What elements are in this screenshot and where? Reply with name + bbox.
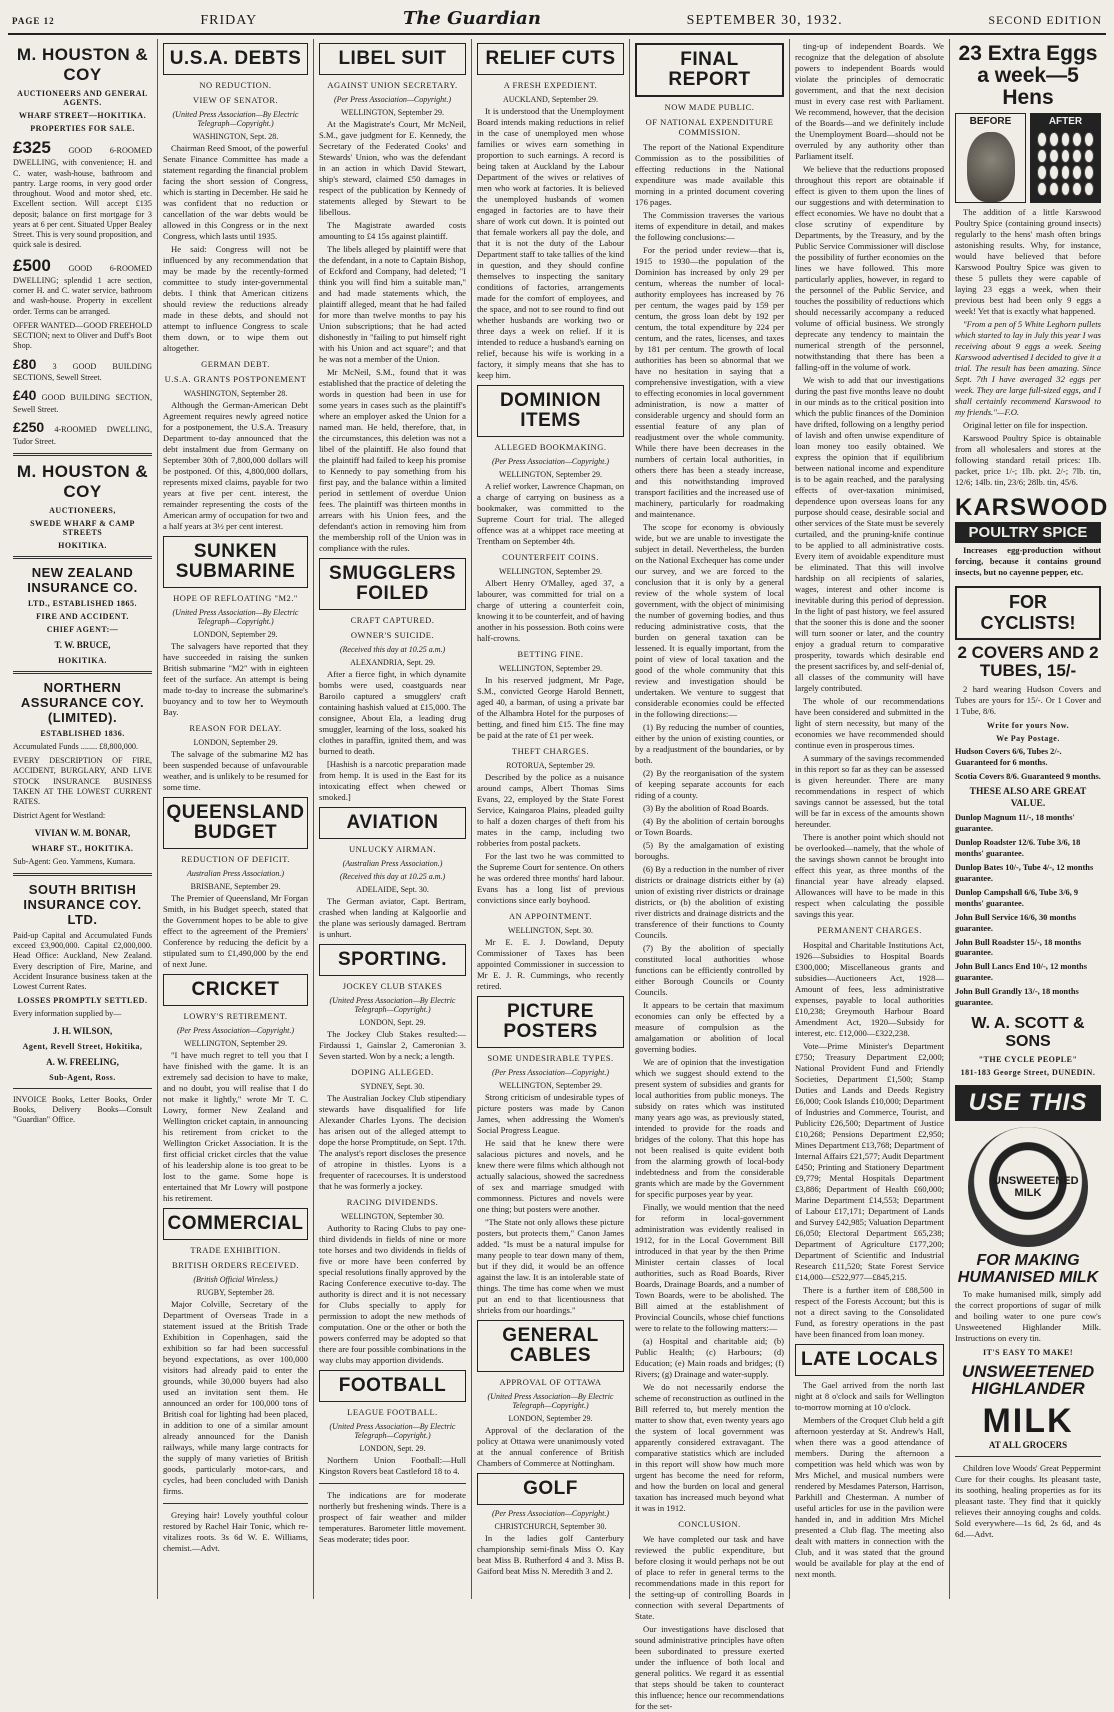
property-listing: £80 3 GOOD BUILDING SECTIONS, Sewell Street. xyxy=(13,355,152,382)
peppermint-cure-advert: Children love Woods' Great Peppermint Cure for their coughs. Its pleasant taste, its soothing, healing properties as for its pleasant taste. They find that it quickly relieves their annoying coughs and colds. Sold everywhere—1s 6d, 2s 6d, and 4s 6d.—Advt. xyxy=(955,1463,1101,1540)
divider xyxy=(319,1483,466,1484)
karswood-testimonial: "From a pen of 5 White Leghorn pullets which started to lay in July this year I was receiving about 9 eggs a week. Seeing Karswood advertised I decided to give it a trial. The result has been amazing. Since Sept. 7th I have averaged 32 eggs per week. They are large full-sized eggs, and I shall certainly recommend Karswood to my friends."—F.O. xyxy=(955,319,1101,418)
tyre-price-heading: THESE ALSO ARE GREAT VALUE. xyxy=(969,786,1087,809)
article-paragraph: A summary of the savings recommended in this report so far as they can be assessed is given hereunder. There are many recommendations in respect of which savings cannot be assessed, but the total will be far in excess of the amounts shown hereunder. xyxy=(795,753,944,829)
column-6 xyxy=(790,39,950,1599)
headline-libel-suit: LIBEL SUIT xyxy=(319,43,466,75)
wilson-name: J. H. WILSON, xyxy=(52,1025,113,1036)
district-agent-label: District Agent for Westland: xyxy=(13,811,106,821)
tyre-price: John Bull Service 16/6, 30 months guarantee. xyxy=(955,912,1076,933)
divider xyxy=(13,453,152,456)
houston-address-2: SWEDE WHARF & CAMP STREETS xyxy=(30,518,135,537)
article-paragraph: He said that he knew there were salacious pictures and novels, and he knew there were films which although not actually salacious, showed the sacredness of sex and marriage smudged with commonness. Pictures and novels were one thing; but posters were another. xyxy=(477,1137,624,1214)
headline-usa-debts: U.S.A. DEBTS xyxy=(163,43,308,75)
article-paragraph: Chairman Reed Smoot, of the powerful Senate Finance Committee has made a statement regarding the financial problem facing the short session of Congress, which is starting in December. He said he was confident that no reduction or cancellation of the war debts would be allowed in this Congress or in the next Congress, which lasts until 1935. xyxy=(163,142,308,241)
property-listing: £250 4-ROOMED DWELLING, Tudor Street. xyxy=(13,419,153,446)
chief-agent-label: CHIEF AGENT:— xyxy=(46,624,119,634)
northern-assurance-name: NORTHERN ASSURANCE COY. (LIMITED). xyxy=(20,679,145,725)
postage-paid: We Pay Postage. xyxy=(996,733,1060,743)
wire-source: (Per Press Association—Copyright.) xyxy=(491,1508,610,1518)
wire-source: (Per Press Association—Copyright.) xyxy=(333,94,452,104)
masthead-date: SEPTEMBER 30, 1932. xyxy=(686,13,843,28)
subhead: CONCLUSION. xyxy=(678,1518,741,1529)
before-panel: BEFORE xyxy=(955,113,1026,203)
scott-tagline: "THE CYCLE PEOPLE" xyxy=(978,1055,1078,1065)
article-paragraph: We believe that the reductions proposed throughout this report are obtainable if effect is given to them upon the lines of our suggestions and with determination to effect economies. We have no doubt that a close scrutiny of expenditure by Departments, by the Treasury, and by the Public Service Commissioner will disclose the possibility of further economies on the lines we have followed. This more particularly applies, however, in regard to the personnel of the Public Service, and touches the possibility of reductions which should necessarily accompany a reduced volume of official business. We strongly deprecate any tendency to maintain the numerical strength of the personnel, notwithstanding that there has been a falling-off in the volume of work. xyxy=(795,164,944,372)
south-british-name: SOUTH BRITISH INSURANCE COY. LTD. xyxy=(23,881,142,927)
article-paragraph: In his reserved judgment, Mr Page, S.M., convicted George Harold Bennett, aged 40, a barman, of using a private bar of the Alhambra Hotel for the purposes of betting, and fined him £15. The fine may be paid at the rate of £1 per week. xyxy=(477,674,624,740)
dateline: BRISBANE, September 29. xyxy=(190,881,281,891)
article-paragraph: Finally, we would mention that the need for reform in local-government administration was evidently realised in 1912, for in the Local Government Bill introduced in that year by the then Prime Minister certain classes of local authorities, such as Road Boards, River Boards, Drainage Boards, and a number of Town Boards, were to be abolished. The Bill aimed at the establishment of Provincial Councils, whose chief functions were to relate to the following matters:— xyxy=(635,1201,784,1333)
milk-wordmark: MILK xyxy=(982,1402,1074,1441)
headline-smugglers-foiled: SMUGGLERS FOILED xyxy=(319,558,466,610)
subhead: OF NATIONAL EXPENDITURE COMMISSION. xyxy=(645,116,774,137)
article-paragraph: (a) Hospital and charitable aid; (b) Public Health; (c) Harbours; (d) Education; (e) Main roads and bridges; (f) Rivers; (g) Drainage and water-supply. xyxy=(635,1335,784,1379)
cyclists-ad-title: FOR CYCLISTS! xyxy=(955,586,1101,640)
dateline: WELLINGTON, September 30. xyxy=(341,1211,444,1221)
hair-tonic-advert: Greying hair! Lovely youthful colour restored by Rachel Hair Tonic, which re-vitalizes roots. 3s 6d W. E. Williams, chemist.—Advt. xyxy=(163,1509,308,1553)
column-2 xyxy=(158,39,314,1599)
karswood-availability: Karswood Poultry Spice is obtainable from all wholesalers and stores at the following standard retail prices: 1lb. packet, price 1/-; 1lb. pkt. 2/-; 7lb. tin, 12/6; 14lb. tin, 23/6; 28lb. tin, 45/6. xyxy=(955,433,1101,488)
article-paragraph: The salvage of the submarine M2 has been suspended because of unfavourable weather, and is unlikely to be resumed for some time. xyxy=(163,748,308,792)
subhead: AGAINST UNION SECRETARY. xyxy=(327,79,458,90)
milk-tin-label: UNSWEETENED MILK xyxy=(993,1175,1079,1200)
headline-late-locals: LATE LOCALS xyxy=(795,1344,944,1376)
masthead-day: FRIDAY xyxy=(200,13,258,28)
houston-role-2: AUCTIONEERS, xyxy=(49,505,116,515)
subhead: OWNER'S SUICIDE. xyxy=(350,629,435,640)
dateline: ALEXANDRIA, Sept. 29. xyxy=(350,657,435,667)
column-3 xyxy=(314,39,472,1599)
subhead: SOME UNDESIRABLE TYPES. xyxy=(487,1052,614,1063)
column-display-ads xyxy=(950,39,1109,1599)
subhead: PERMANENT CHARGES. xyxy=(817,925,922,935)
subhead: COUNTERFEIT COINS. xyxy=(502,551,599,562)
article-paragraph: The scope for economy is obviously wide, but we are unable to investigate the subject in detail. Nevertheless, the burden on the National Exchequer has come under our survey, and we are forced to the conclusion that it is only by a general review of the whole system of local government, with the object of minimising the number of governing bodies, and thus reducing administrative costs, that the burden on general taxation can be lessened. It is equally important, from the point of view of local taxation and the good of the whole community that this review and investigation should be undertaken. We venture to suggest that considerable economies could be effected in the following directions:— xyxy=(635,521,784,719)
tyre-price: John Bull Lancs End 10/-, 12 months guarantee. xyxy=(955,962,1087,983)
highlander-brand: UNSWEETENED HIGHLANDER xyxy=(961,1361,1095,1399)
column-4 xyxy=(472,39,630,1599)
tyre-price: Dunlop Magnum 11/-, 18 months' guarantee. xyxy=(955,813,1075,834)
tyre-price: Dunlop Bates 10/-, Tube 4/-, 12 months guarantee. xyxy=(955,862,1094,883)
article-paragraph: (4) By the abolition of certain boroughs or Town Boards. xyxy=(635,815,784,837)
article-paragraph: (7) By the abolition of specially constituted local authorities whose functions can be efficiently controlled by either Borough Councils or County Councils. xyxy=(635,942,784,997)
subhead: NO REDUCTION. xyxy=(199,79,272,90)
property-listing: £325 GOOD 6-ROOMED DWELLING, with convenience; H. and C. water, wash-house, bathroom and pantry. Large rooms, in very good order throughout. Wood and motor shed, etc. Excellent section. Will accept £135 deposit; balance on first mortgage for 3 years at 6 per cent. Situated Upper Bealey Street. This is very sound proposition, and quick sale is desired. xyxy=(13,138,152,250)
subhead: APPROVAL OF OTTAWA xyxy=(499,1376,602,1387)
dateline: WASHINGTON, September 28. xyxy=(183,388,288,398)
dateline: RUGBY, September 28. xyxy=(196,1287,275,1297)
article-paragraph: We have completed our task and have reviewed the public expenditure, but before closing it would perhaps not be out of place to refer in general terms to the recommendations made in this report for the setting-up of controlling Boards in connection with several Departments of State. xyxy=(635,1533,784,1621)
fire-accident: FIRE AND ACCIDENT. xyxy=(36,611,129,621)
subhead: RACING DIVIDENDS. xyxy=(346,1196,439,1207)
freeling-name: A. W. FREELING, xyxy=(46,1056,119,1067)
dateline: LONDON, September 29. xyxy=(508,1413,593,1423)
dateline: CHRISTCHURCH, September 30. xyxy=(494,1521,607,1531)
houston-town-2: HOKITIKA. xyxy=(58,540,107,550)
headline-general-cables: GENERAL CABLES xyxy=(477,1320,624,1372)
headline-sunken-submarine: SUNKEN SUBMARINE xyxy=(163,536,308,588)
tyre-price: Dunlop Campshall 6/6, Tube 3/6, 9 months' guarantee. xyxy=(955,887,1079,908)
article-paragraph: The whole of our recommendations have been considered and submitted in the light of stern necessity, but many of the economies we have recommended should continue even in prosperous times. xyxy=(795,696,944,750)
nz-insurance-established: LTD., ESTABLISHED 1865. xyxy=(27,598,138,608)
district-agent-name: VIVIAN W. M. BONAR, xyxy=(34,827,131,838)
article-paragraph: The Australian Jockey Club stipendiary stewards have disqualified for life Alexander Charles Lyons. The decision has arisen out of the alleged attempt to dope the horse Promptitude, on Sept. 17th. The analyst's report discloses the presence of atropine in thistles. Lyons is a frequenter of racecourses. It is understood that he was formerly a jockey. xyxy=(319,1092,466,1191)
article-paragraph: Major Colville, Secretary of the Department of Overseas Trade in a statement issued at the British Trade Exhibition in Copenhagen, said the exhibition so far had been successful beyond expectations, as over 100,000 visitors had already paid to enter the grounds, while 30,000 buyers had also used an invitation sent them. He announced an order for 100,000 tons of British coal for lighting had been placed, in addition to one of a similar amount already announced for the Danish railways, while many large contracts for the supply of many varieties of British goods, particularly motor-cars, and cycles, had been concluded with Danish firms. xyxy=(163,1298,308,1496)
dateline: WELLINGTON, Sept. 30. xyxy=(508,925,593,935)
article-paragraph: Strong criticism of undesirable types of picture posters was made by Canon James, when addressing the Women's Social Progress League. xyxy=(477,1091,624,1135)
article-paragraph: After a fierce fight, in which dynamite bombs were used, coastguards near Baroilo captured a smugglers' craft containing hashish valued at £15,000. The consignee, About Ela, a leading drug smuggler, learning of the loss, soaked his clothes in paraffin, ignited them, and was burned to death. xyxy=(319,668,466,756)
property-listing: £500 GOOD 6-ROOMED DWELLING; splendid 1 acre section, corner H. and C. water service, bathroom and wash-house. Property in excellent order. Terms can be arranged. xyxy=(13,255,152,316)
article-paragraph: Vote—Prime Minister's Department £750; Treasury Department £2,000; National Provident Fund and Friendly Societies, Department £1,500; Stamp Duties and Lands and Deeds Registry £6,000; Cook Islands £10,000; Department of Industries and Commerce, Tourist, and Publicity £26,500; Department of Justice £10,268; Pensions Department £2,950; Mines Department £13,768; Department of Internal Affairs £21,577; Audit Department £450; Printing and Stationery Department £9,779; Mental Hospitals Department £3,886; Department of Health £60,000; Marine Department £14,553; Department of Labour £17,171; Department of Lands and Survey £42,985; Valuation Department £6,050; Electoral Department £65,238; Department of Agriculture £177,200; Department of Scientific and Industrial Research £11,520; State Forest Service £14,000—£522,977—£845,215. xyxy=(795,1041,945,1282)
wire-source: (British Official Wireless.) xyxy=(193,1274,278,1284)
subhead: THEFT CHARGES. xyxy=(511,745,590,756)
dateline: AUCKLAND, September 29. xyxy=(502,94,599,104)
newspaper-name: The Guardian xyxy=(402,8,541,29)
dateline: LONDON, September 29. xyxy=(193,737,278,747)
info-supplied: Every information supplied by— xyxy=(13,1009,122,1019)
article-paragraph: The Premier of Queensland, Mr Forgan Smith, in his Budget speech, stated that the Government hopes to be able to give effect to the agreement of the Premiers' Conference by reducing the deficit by a stipulated sum to £1,490,000 by the end of next June. xyxy=(163,892,308,969)
accumulated-funds: Accumulated Funds ........ £8,800,000. xyxy=(13,741,139,751)
article-paragraph: ting-up of independent Boards. We recognize that the delegation of absolute powers to independent Boards would violate the principles of democratic government, and that the next decision must in every case rest with Parliament. We recommend, however, that the decision of the Boards—and we definitely include the Unemployment Board—should not be overruled by any authority other than Parliament itself. xyxy=(795,41,944,161)
use-this-banner: USE THIS xyxy=(955,1085,1101,1121)
before-after-illustration xyxy=(955,113,1101,203)
article-paragraph: Hospital and Charitable Institutions Act, 1926—Subsidies to Hospital Boards £300,000; Miscellaneous grants and subsidies—Auctioneers Act, 1928—Amount of fees, less administrative expenses, payable to local authorities £10,238; Greymouth Harbour Board Amendment Act, 1920—Subsidy for interest, etc. £12,000—£322,238. xyxy=(795,940,944,1038)
page-number: PAGE 12 xyxy=(12,16,55,26)
tyre-price: Scotia Covers 8/6. Guaranteed 9 months. xyxy=(955,771,1101,781)
article-paragraph: There is a further item of £88,500 in respect of the Forests Account; but this is not a direct saving to the Consolidated Fund, as forestry operations in the past have been financed from loan money. xyxy=(795,1285,944,1339)
article-paragraph: For the last two he was committed to the Supreme Court for sentence. On others he was ordered three months' hard labour. Evans has a long list of previous convictions since early boyhood. xyxy=(477,850,624,905)
wire-source: Australian Press Association.) xyxy=(186,868,285,878)
invoice-books-ad: INVOICE Books, Letter Books, Order Books, Delivery Books—Consult "Guardian" Office. xyxy=(13,1094,152,1124)
edition-label: SECOND EDITION xyxy=(988,13,1102,27)
after-panel: AFTER xyxy=(1030,113,1101,203)
dateline: LONDON, Sept. 29. xyxy=(359,1017,426,1027)
property-listing: £40 GOOD BUILDING SECTION, Sewell Street. xyxy=(13,387,152,414)
headline-picture-posters: PICTURE POSTERS xyxy=(477,996,624,1048)
article-paragraph: It appears to be certain that maximum economies can only be effected by a measure of compulsion as the amalgamation or abolition of local governing bodies. xyxy=(635,999,784,1054)
poultry-spice-label: POULTRY SPICE xyxy=(955,522,1101,543)
covers-offer: 2 COVERS AND 2 TUBES, 15/- xyxy=(957,643,1099,680)
headline-aviation: AVIATION xyxy=(319,807,466,839)
subhead: VIEW OF SENATOR. xyxy=(192,94,279,105)
dateline: WASHINGTON, Sept. 28. xyxy=(192,131,279,141)
column-layout xyxy=(8,39,1109,1711)
article-paragraph: The Magistrate awarded costs amounting to £4 15s against plaintiff. xyxy=(319,219,466,241)
article-paragraph: Members of the Croquet Club held a gift afternoon yesterday at St. Andrew's Hall, when there was a good attendance of members. During the afternoon a competition was held which was won by Mrs Michel, and musical numbers were rendered by Mesdames Paterson, Harrison, Parkhill and Chesterman. A number of useful articles for use in the pavilion were handed in, and in addition Mrs Michel presented a Club flag. The meeting also dealt with matters in connection with the Club, and it was stated that the ground would be available for play at the end of next month. xyxy=(795,1414,944,1579)
sub-agent: Sub-Agent: Geo. Yammens, Kumara. xyxy=(13,856,136,866)
article-paragraph: He said: Congress will not be influenced by any recommendation that may be made by the recently-formed committee to study inter-governmental debts. I think that American citizens should review the reductions already made in these debts, and should not attempt to influence Congress to scale them down, or to wipe them out altogether. xyxy=(163,243,308,353)
divider xyxy=(13,556,152,559)
dateline: LONDON, September 29. xyxy=(193,629,278,639)
wilson-address: Agent, Revell Street, Hokitika, xyxy=(22,1041,143,1051)
losses-settled: LOSSES PROMPTLY SETTLED. xyxy=(17,996,148,1006)
subhead: GERMAN DEBT. xyxy=(201,358,270,369)
headline-queensland-budget: QUEENSLAND BUDGET xyxy=(163,797,308,849)
eggs-icon xyxy=(1037,132,1094,196)
houston-firm-name: M. HOUSTON & COY xyxy=(16,45,149,84)
headline-relief-cuts: RELIEF CUTS xyxy=(477,43,624,75)
article-paragraph: We are of opinion that the investigation which we suggest should extend to the present system of subsidies and grants for local authorities from public moneys. The subsidy on rates which was instituted many years ago was, as previously stated, intended to provide for the roads and bridges of the colony. That this hope has not been realised is quite evident both from the alarming growth of local-body indebtedness and from the considerable grants which are made by the Government for specific purposes year by year. xyxy=(635,1056,784,1199)
article-paragraph: For the period under review—that is, 1915 to 1930—the population of the Dominion has increased by only 29 per centum, whereas the number of local-authority employees has increased by 76 per centum, the wages paid by 159 per centum, the gross loan debt by 192 per centum, the total expenditure by 224 per centum, and the rates, licenses, and taxes by 181 per centum. The growth of local authorities has been so abnormal that we have no hesitation in saying that a comprehensive investigation, with a view to effecting economies in local government administration, is now a matter of considerable urgency and should form an essential feature of any plan of readjustment over the whole community. While there have been decreases in the numbers of certain local authorities, in others there has been a steady increase, and this notwithstanding improved transport facilities and the increased use of machinery, particularly for roadmaking and maintenance. xyxy=(635,244,784,519)
subhead: TRADE EXHIBITION. xyxy=(190,1244,281,1255)
dateline: WELLINGTON, September 29. xyxy=(184,1038,287,1048)
article-paragraph: Albert Henry O'Malley, aged 37, a labourer, was committed for trial on a charge of uttering a counterfeit coin, knowing it to be counterfeit, and of having another in his possession. Both coins were half-crowns. xyxy=(477,577,625,643)
article-paragraph: We wish to add that our investigations during the past five months leave no doubt in our minds as to the critical position into which the public finances of the Dominion have drifted, following on a lengthy period of lavish and often unwise expenditure of loan money too easily obtained. We express the opinion that if equilibrium between national income and expenditure is to be again reached, and the paralysing effects of over-taxation minimised, dependence upon overseas loans for any purpose should cease, desirable social and other services of the State must be severely curtailed, and the pruning-knife continue to be applied to all administrative costs. Every item of avoidable expenditure must be eliminated. That this will involve hardship on all recipients of salaries, wages, interest and other income is inevitable during this period of depression. In the light of past history, we feel assured that the sooner this is done and the sooner will turn sooner or later, and the country enjoy a gradual return to comparative prosperity, towards which desirable end the present sacrifices by, and self-denial of, all classes of the community will have largely contributed. xyxy=(795,375,944,693)
dateline: WELLINGTON, September 29. xyxy=(499,469,602,479)
wire-source: (Per Press Association—Copyright.) xyxy=(491,1067,610,1077)
headline-golf: GOLF xyxy=(477,1473,624,1505)
wire-source: (Per Press Association—Copyright.) xyxy=(176,1025,295,1035)
covers-offer-text: 2 hard wearing Hudson Covers and Tubes are yours for 15/-. Or 1 Cover and 1 Tube, 8/6. xyxy=(955,683,1101,716)
karswood-brand: KARSWOOD xyxy=(955,494,1109,522)
subhead: U.S.A. GRANTS POSTPONEMENT xyxy=(164,373,307,384)
subhead: UNLUCKY AIRMAN. xyxy=(349,843,436,854)
at-all-grocers: AT ALL GROCERS xyxy=(988,1440,1068,1451)
district-agent-address: WHARF ST., HOKITIKA. xyxy=(31,843,134,853)
article-paragraph: In the ladies golf Canterbury championship semi-finals Miss O. Kay beat Miss B. Rutherford 4 and 3. Miss B. Gaiford beat Miss N. Meredith 3 and 2. xyxy=(477,1532,624,1576)
headline-commercial: COMMERCIAL xyxy=(163,1208,308,1240)
karswood-ad-text: The addition of a little Karswood Poultry Spice (containing ground insects) regularly to the hens' mash often brings astonishing results. Why, for instance, would have believed that before Karswood Poultry Spice was given to these 5 pullets they were capable of laying 23 eggs a week, when their previous best had been only 9 eggs a week! Yet that is exactly what happened. xyxy=(955,207,1101,317)
subhead: ALLEGED BOOKMAKING. xyxy=(494,441,607,452)
article-paragraph: The report of the National Expenditure Commission as to the possibilities of effecting reductions in the National expenditure was made available this morning in a printed document covering 176 pages. xyxy=(635,141,784,207)
scott-address: 181-183 George Street, DUNEDIN. xyxy=(960,1068,1096,1078)
houston-address: WHARF STREET—HOKITIKA. xyxy=(18,111,147,120)
houston-firm-name-2: M. HOUSTON & COY xyxy=(16,461,149,501)
subhead: REASON FOR DELAY. xyxy=(189,722,282,733)
wire-source: (United Press Association—By Electric Telegraph—Copyright.) xyxy=(172,607,299,626)
divider xyxy=(13,1088,152,1089)
wire-source: (United Press Association—By Electric Telegraph—Copyright.) xyxy=(172,109,299,128)
tyre-price: John Bull Roadster 15/-, 18 months guarantee. xyxy=(955,937,1081,958)
headline-dominion-items: DOMINION ITEMS xyxy=(477,385,624,437)
weather-report: The indications are for moderate northerly but freshening winds. There is a prospect of fair weather and milder temperatures. Barometer little movement. Seas moderate; tides poor. xyxy=(319,1489,466,1544)
article-paragraph: A relief worker, Lawrence Chapman, on a charge of carrying on business as a bookmaker, was committed to the Supreme Court for trial. The alleged offence was at a whippet race meeting at Trentham on September 4th. xyxy=(477,480,624,546)
article-paragraph: It is understood that the Unemployment Board intends making reductions in relief in the case of unemployed men whose families or wives earn something in proportion to such earnings. A record is being taken at Auckland by the Labour Department of the wives or relatives of men who work at factories. It is believed the unemployed husbands of women engaged in factories are to have their share of work cut down. It is pointed out that female workers all pay the dole, and that it is not the duty of the Labour Department staff to take tallies of the kind in question, and they should confine themselves to inspecting the sanitary conditions of factories, arrangements made for the comfort of employees, and the space, and not to see round to find out whether husbands are working two or three days a week on relief. If it is intended to reduce a husband's earning on relief, because his wife is working in a factory, it simply means that she has to keep him. xyxy=(477,105,624,380)
divider xyxy=(955,1456,1101,1457)
subhead: NOW MADE PUBLIC. xyxy=(664,101,755,112)
article-paragraph: There is another point which should not be overlooked—namely, that the whole of the savings shown cannot be brought into effect this year, as three months of the financial year have already elapsed. Allowances will have to be made in this respect when calculating the possible savings this year. xyxy=(795,832,944,919)
article-paragraph: Approval of the declaration of the policy at Ottawa were unanimously voted at the annual conference of British Chambers of Commerce at Nottingham. xyxy=(477,1424,624,1468)
divider xyxy=(13,671,152,674)
wire-source: (United Press Association—By Electric Telegraph—Copyright.) xyxy=(329,995,456,1014)
properties-heading: PROPERTIES FOR SALE. xyxy=(30,124,135,133)
headline-sporting: SPORTING. xyxy=(319,944,466,976)
article-paragraph: "The State not only allows these picture posters, but protects them," Canon James added. "Is must be a natural impulse for many people to tear down many of them, but if they did, it would be an offence against the law. It is an intolerable state of things. The time has come when we must put an end to that licentiousness that shrieks from our hoardings." xyxy=(477,1216,624,1315)
column-5 xyxy=(630,39,790,1711)
divider xyxy=(13,873,152,876)
humanised-milk-text: To make humanised milk, simply add the correct proportions of sugar of milk and boiling water to one pure cow's Unsweetened Highlander Milk. Instructions on every tin. xyxy=(955,1288,1101,1343)
dateline: WELLINGTON, September 29. xyxy=(341,107,444,117)
subhead: BETTING FINE. xyxy=(517,648,584,659)
article-paragraph: (5) By the amalgamation of existing boroughs. xyxy=(635,839,784,861)
article-paragraph: The Gael arrived from the north last night at 8 o'clock and sails for Wellington to-morrow morning at 10 o'clock. xyxy=(795,1379,944,1412)
article-paragraph: Although the German-American Debt Agreement requires newly agreed notice for a postponement, the U.S.A. Treasury Department to-day announced that the debt instalment due from Germany on September 30th of 7,800,000 dollars will be postponed. Of this, 4,800,000 dollars, represents mixed claims, payable for two years at five per cent. interest, the remainder representing the costs of the American army of occupation for two and a half years at 3½ per cent interest. xyxy=(163,399,308,531)
article-paragraph: Mr E. E. J. Dowland, Deputy Commissioner of Taxes has been appointed Commissioner in succession to Mr E. J. R. Cummings, who recently retired. xyxy=(477,936,624,991)
tyre-price: Hudson Covers 6/6, Tubes 2/-. Guaranteed for 6 months. xyxy=(955,746,1062,767)
headline-football: FOOTBALL xyxy=(319,1370,466,1402)
article-paragraph: The libels alleged by plaintiff were that the defendant, in a note to Captain Bishop, of Eckford and Company, had deleted; "I think you will find him a suitable man," and had made statements which, the plaintiff alleged, meant that he had failed for more than twelve months to pay his Union subscriptions; that he had acted dishonestly in "failing to put himself right with his Union and act square"; and that he was not a member of the Union. xyxy=(319,243,466,364)
article-paragraph: The Jockey Club Stakes resulted:—Firdaussi 1, Gainslar 2, Cameronian 3. Seven started. Won by a neck; a length. xyxy=(319,1028,466,1061)
subhead: A FRESH EXPEDIENT. xyxy=(503,79,598,90)
write-now: Write for yours Now. xyxy=(986,720,1070,730)
subhead: CRAFT CAPTURED. xyxy=(350,614,435,625)
headline-cricket: CRICKET xyxy=(163,974,308,1006)
wire-source: (Per Press Association—Copyright.) xyxy=(491,456,610,466)
agent-town: HOKITIKA. xyxy=(58,655,107,665)
article-paragraph: Northern Union Football:—Hull Kingston Rovers beat Castleford 18 to 4. xyxy=(319,1454,466,1476)
article-paragraph: (6) By a reduction in the number of river districts or drainage districts either by (a) union of existing river districts or drainage districts, or (b) the abolition of existing river districts and drainage districts and the transference of their functions to County Councils. xyxy=(635,863,784,940)
dateline: WELLINGTON, September 29. xyxy=(499,1080,602,1090)
dateline: LONDON, Sept. 29. xyxy=(359,1443,426,1453)
freeling-address: Sub-Agent, Ross. xyxy=(49,1072,116,1082)
wire-source: (Received this day at 10.25 a.m.) xyxy=(339,644,446,654)
milk-tin-icon xyxy=(968,1127,1088,1247)
humanised-milk-title: FOR MAKING HUMANISED MILK xyxy=(957,1252,1099,1286)
wire-source: (United Press Association—By Electric Telegraph—Copyright.) xyxy=(329,1421,456,1440)
nz-insurance-name: NEW ZEALAND INSURANCE CO. xyxy=(27,564,138,595)
subhead: LOWRY'S RETIREMENT. xyxy=(183,1010,288,1021)
divider xyxy=(163,1503,308,1504)
article-paragraph: "I have much regret to tell you that I have finished with the game. It is an extremely sad decision to have to make, and no doubt, you will realise that I do not make it lightly," wrote Mr T. C. Lowry, former New Zealand and Wellington cricket captain, in announcing his retirement from cricket to the Wellington Cricket Association. It is the first official cricket circles that the value of his leadership alone is too great to be lost to the game. Some hope is entertained that Mr Lowry will postpone his retirement. xyxy=(163,1049,308,1203)
article-paragraph: The salvagers have reported that they have succeeded in raising the sunken British submarine "M2" with in eighteen feet of the surface. An attempt is being made to-day to increase the submarine's buoyancy and to tow her to Weymouth Bay. xyxy=(163,640,308,717)
insurance-description: EVERY DESCRIPTION OF FIRE, ACCIDENT, BURGLARY, AND LIVE STOCK INSURANCE BUSINESS TAKEN AT THE LOWEST CURRENT RATES. xyxy=(13,756,152,806)
dateline: ROTORUA, September 29. xyxy=(506,760,595,770)
subhead: JOCKEY CLUB STAKES xyxy=(342,980,443,991)
article-paragraph: Our investigations have disclosed that sound administrative principles have often been subordinated to pressure exerted under the influence of both local and general politics. We regard it as essential that steps should be taken to counteract this influence; hence our recommendations for the set- xyxy=(635,1623,784,1711)
agent-name: T. W. BRUCE, xyxy=(54,639,111,650)
property-listing: OFFER WANTED—GOOD FREEHOLD SECTION; next to Oliver and Duff's Boot Shop. xyxy=(13,320,152,351)
subhead: DOPING ALLEGED. xyxy=(351,1066,434,1077)
subhead: LEAGUE FOOTBALL. xyxy=(347,1406,438,1417)
dateline: WELLINGTON, September 29. xyxy=(499,566,602,576)
dateline: ADELAIDE, Sept. 30. xyxy=(356,884,429,894)
article-paragraph: (1) By reducing the number of counties, either by the union of existing counties, or by a readjustment of the boundaries, or by both. xyxy=(635,721,784,765)
dateline: SYDNEY, Sept. 30. xyxy=(360,1081,425,1091)
hen-icon xyxy=(967,132,1015,202)
masthead xyxy=(8,6,1106,35)
article-paragraph: Authority to Racing Clubs to pay one-third dividends in fields of nine or more tote horses and two dividends in fields of five or more have been conferred by special resolutions finally approved by the Racing Conference executive to-day. The authority is direct and it is not necessary for Clubs specially to apply for permission to adopt the new methods of computation. One or the other or both the powers conferred may be adopted so that there are four possible combinations in the way clubs may apportion dividends. xyxy=(319,1222,466,1365)
article-paragraph: [Hashish is a narcotic preparation made from hemp. It is used in the East for its intoxicating effect when chewed or smoked.] xyxy=(319,758,466,802)
karswood-original-letter: Original letter on file for inspection. xyxy=(963,420,1088,431)
tyre-price: John Bull Grandly 13/-, 18 months guarantee. xyxy=(955,987,1079,1008)
wire-source: (Australian Press Association.) xyxy=(342,858,443,868)
south-british-capital: Paid-up Capital and Accumulated Funds exceed £3,900,000. Capital £2,000,000. Head Office: Auckland, New Zealand. Every description of Fire, Marine, and Accident Insurance business taken at the Lowest Current Rates. xyxy=(13,930,152,991)
headline-final-report: FINAL REPORT xyxy=(635,43,784,97)
subhead: HOPE OF REFLOATING "M2." xyxy=(173,592,298,603)
column-advertisements xyxy=(8,39,158,1599)
article-paragraph: We do not necessarily endorse the scheme of reconstruction as outlined in the Bill referred to, but merely mention the matter to show that, even twenty years ago the system of local government was apparently considered extravagant. The comparative statistics which are included in this report will show how much more urgent has become the need for reform, and how the burden on local and general taxation has increased much beyond what it was in 1912. xyxy=(635,1381,784,1513)
scott-firm-name: W. A. SCOTT & SONS xyxy=(971,1015,1085,1051)
article-paragraph: (2) By the reorganisation of the system of keeping separate accounts for each riding of a county. xyxy=(635,767,784,800)
wire-source: (United Press Association—By Electric Telegraph—Copyright.) xyxy=(487,1391,614,1410)
article-paragraph: (3) By the abolition of Road Boards. xyxy=(643,802,769,813)
houston-role: AUCTIONEERS AND GENERAL AGENTS. xyxy=(17,89,148,107)
article-paragraph: At the Magistrate's Court, Mr McNeil, S.M., gave judgment for E. Kennedy, the Secretary of the Federated Cooks' and Stewards' Union, who was the defendant in an action in which David Stewart, ship's steward, claimed £50 damages in respect of the publication by Kennedy of statements alleged by Stewart to be libellous. xyxy=(319,118,466,217)
karswood-tagline: Increases egg-production without forcing, because it contains ground insects, but no cayenne pepper, etc. xyxy=(955,545,1101,578)
subhead: AN APPOINTMENT. xyxy=(509,910,592,921)
easy-to-make: IT'S EASY TO MAKE! xyxy=(983,1347,1073,1357)
northern-established: ESTABLISHED 1836. xyxy=(40,728,125,738)
article-paragraph: The German aviator, Capt. Bertram, crashed when landing at Kalgoorlie and the plane was seriously damaged. Bertram is unhurt. xyxy=(319,895,466,939)
article-paragraph: Described by the police as a nuisance around camps, Albert Thomas Sims Evans, 22, employed by the State Forest Service, Kaingaroa Plains, pleaded guilty to half a dozen charges of theft from his mates in the camp, including two robberies from postal packets. xyxy=(477,771,624,848)
dateline: WELLINGTON, September 29. xyxy=(499,663,602,673)
wire-source: (Received this day at 10.25 a.m.) xyxy=(339,871,446,881)
subhead: BRITISH ORDERS RECEIVED. xyxy=(172,1259,299,1270)
tyre-price: Dunlop Roadster 12/6. Tube 3/6, 18 months' guarantee. xyxy=(955,838,1081,859)
subhead: REDUCTION OF DEFICIT. xyxy=(181,853,290,864)
article-paragraph: Mr McNeil, S.M., found that it was established that the practice of deleting the words in question had been in use for some years in cases such as the plaintiff's where an employer asked the Union for a named man. He held, therefore, that, in the circumstances, this deletion was not a libel of the plaintiff. He also found that the plaintiff had failed to keep his promise to Kennedy to pay something from his first pay, and the balance within a limited period in settlement of overdue Union fees. The plaintiff was thirteen months in arrears with his Union fees, and the defendant's action in removing him from the membership roll of the Union was in compliance with the rules. xyxy=(319,366,466,553)
karswood-ad-title: 23 Extra Eggs a week—5 Hens xyxy=(958,42,1098,110)
article-paragraph: The Commission traverses the various items of expenditure in detail, and makes the following conclusions:— xyxy=(635,209,784,242)
